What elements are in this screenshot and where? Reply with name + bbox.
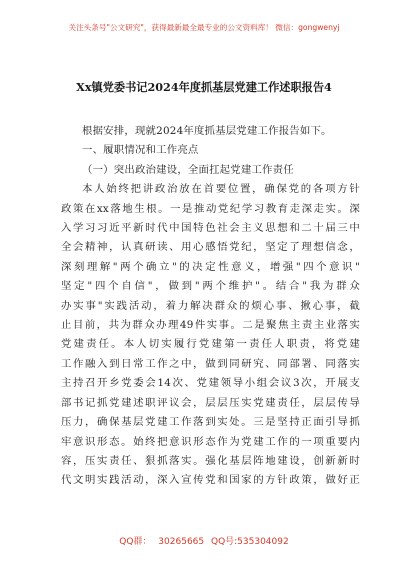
- body-line: 根据安排，现就2024年度抓基层党建工作报告如下。: [82, 125, 332, 137]
- footer-contact: QQ群： 30265665 QQ号:535304092: [119, 537, 289, 547]
- document-body: [61, 122, 360, 491]
- body-line: 容，压实责任、狠抓落实。强化基层阵地建设，创新新时: [61, 454, 360, 467]
- body-line: 深刻理解"两个确立"的决定性意义，增强"四个意识": [61, 260, 360, 273]
- body-line: 党建责任。本人切实履行党建第一责任人职责，将党建: [61, 338, 360, 351]
- body-line: 工作融入到日常工作之中，做到同研究、同部署、同落实: [61, 357, 360, 370]
- body-line: 入学习习近平新时代中国特色社会主义思想和二十届三中: [61, 222, 360, 235]
- header-banner: 关注头条号"公文研究"，获得最新最全最专业的公文资料库！ 微信：gongwenyj: [68, 23, 340, 32]
- subsection-heading: （一）突出政治建设，全面扛起党建工作责任: [82, 163, 294, 176]
- body-line: 部书记抓党建述职评议会，层层压实党建责任，层层传导: [61, 396, 360, 409]
- body-line: 政策在xx落地生根。一是推动党纪学习教育走深走实。深: [61, 202, 360, 215]
- body-line: 全会精神，认真研读、用心感悟党纪，坚定了理想信念，: [61, 241, 360, 254]
- body-line: 主持召开乡党委会14次、党建领导小组会议3次，开展支: [61, 377, 360, 390]
- section-heading: 一、履职情况和工作亮点: [82, 144, 199, 157]
- body-line: 压力，确保基层党建工作落到实处。三是坚持正面引导抓: [61, 416, 360, 429]
- body-line: 坚定"四个自信"，做到"两个维护"。结合"我为群众: [61, 280, 360, 293]
- document-title: Xx镇党委书记2024年度抓基层党建工作述职报告4: [76, 80, 332, 94]
- body-line: 止目前，共为群众办理49件实事。二是聚焦主责主业落实: [61, 319, 360, 332]
- body-line: 代文明实践活动，深入宣传党和国家的方针政策，做好正: [61, 474, 360, 487]
- body-line: 牢意识形态。始终把意识形态作为党建工作的一项重要内: [61, 435, 360, 448]
- body-line: 办实事"实践活动，着力解决群众的烦心事、揪心事，截: [61, 299, 360, 312]
- body-line: 本人始终把讲政治放在首要位置，确保党的各项方针: [82, 183, 360, 196]
